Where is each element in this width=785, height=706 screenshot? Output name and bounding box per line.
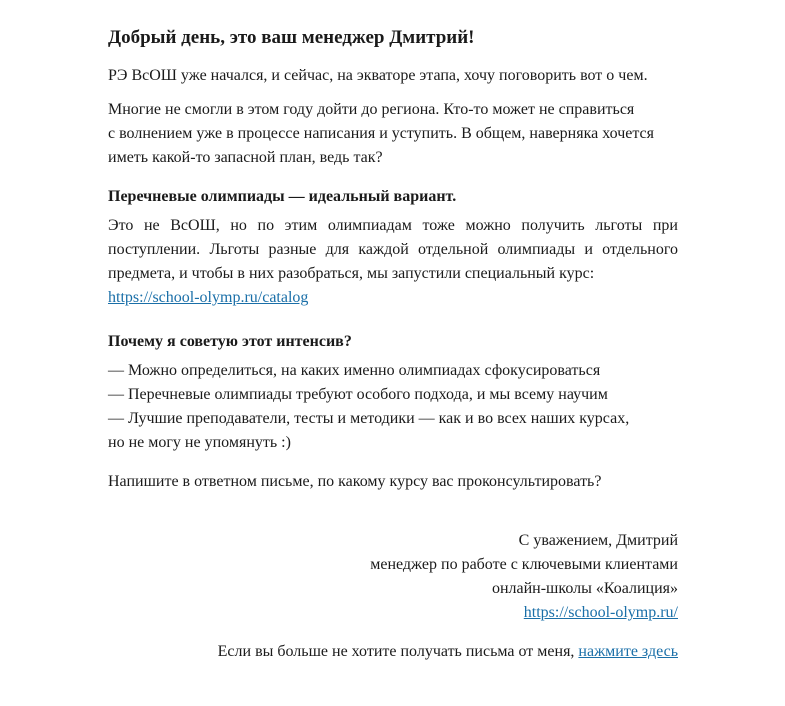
backup-plan-line-3: иметь какой-то запасной план, ведь так? — [108, 149, 383, 166]
reason-item-3-continuation: но не могу не упомянуть :) — [108, 434, 291, 451]
unsubscribe-link[interactable]: нажмите здесь — [578, 643, 678, 660]
reason-item-2: — Перечневые олимпиады требуют особого подхода, и мы всему научим — [108, 386, 608, 403]
email-body — [108, 0, 678, 664]
backup-plan-line-1: Многие не смогли в этом году дойти до региона. Кто-то может не справиться — [108, 101, 635, 118]
unsubscribe-text: Если вы больше не хотите получать письма от меня, — [217, 643, 579, 660]
backup-plan-line-2: с волнением уже в процессе написания и уступить. В общем, наверняка хочется — [108, 125, 654, 142]
signature-block — [108, 529, 678, 625]
greeting-heading: Добрый день, это ваш менеджер Дмитрий! — [108, 27, 475, 48]
list-olympiads-paragraph — [108, 214, 678, 310]
why-intensive-heading: Почему я советую этот интенсив? — [108, 333, 352, 350]
reason-item-1: — Можно определиться, на каких именно олимпиадах сфокусироваться — [108, 362, 601, 379]
reply-request: Напишите в ответном письме, по какому курсу вас проконсультировать? — [108, 473, 602, 490]
list-olympiads-heading: Перечневые олимпиады — идеальный вариант. — [108, 188, 457, 205]
unsubscribe-line — [108, 640, 678, 664]
list-olympiads-text: Это не ВсОШ, но по этим олимпиадам тоже можно получить льготы при поступлении. Льготы разные для каждой отдельной олимпиады и отдельного предмета, и чтобы в них разобраться, мы запустили специальный курс: — [108, 217, 678, 282]
catalog-link[interactable]: https://school-olymp.ru/catalog — [108, 289, 309, 306]
signature-regards: С уважением, Дмитрий — [518, 532, 678, 549]
backup-plan-paragraph — [108, 98, 678, 170]
intro-paragraph: РЭ ВсОШ уже начался, и сейчас, на экваторе этапа, хочу поговорить вот о чем. — [108, 67, 648, 84]
signature-company: онлайн-школы «Коалиция» — [491, 580, 678, 597]
signature-site-link[interactable]: https://school-olymp.ru/ — [523, 604, 678, 621]
reason-item-3: — Лучшие преподаватели, тесты и методики — как и во всех наших курсах, — [108, 410, 630, 427]
signature-role: менеджер по работе с ключевыми клиентами — [370, 556, 678, 573]
reasons-list — [108, 359, 678, 455]
